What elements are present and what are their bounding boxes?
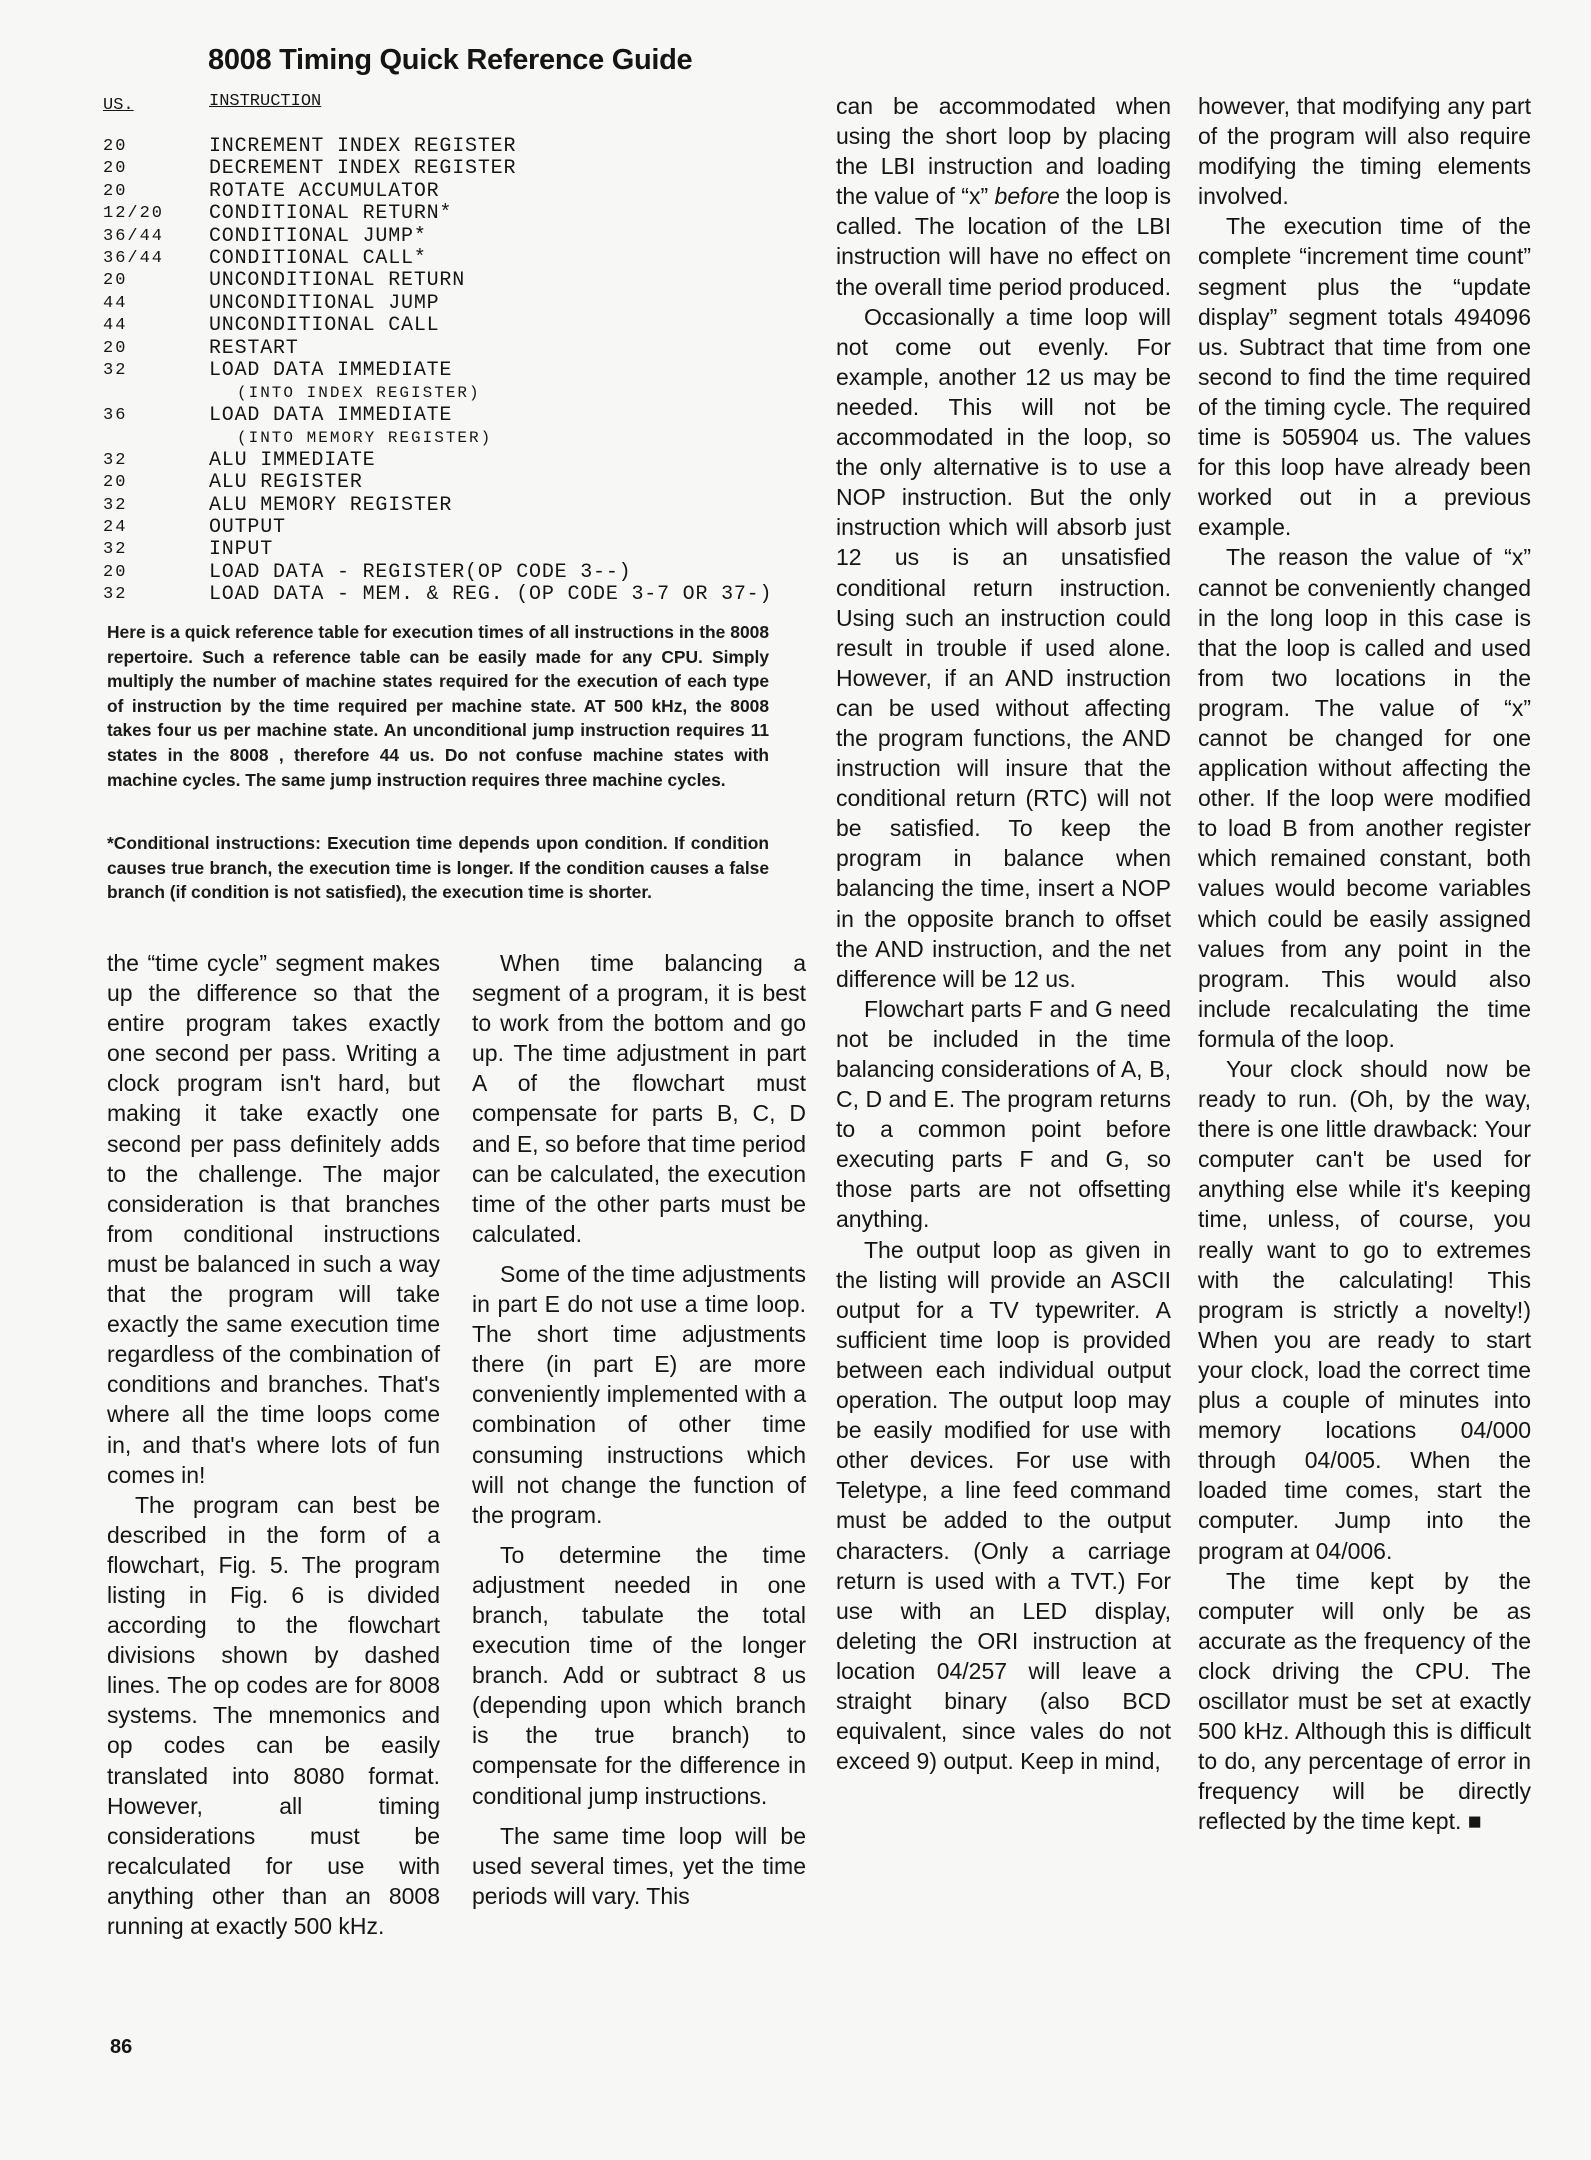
instruction-name: CONDITIONAL RETURN* (209, 202, 453, 226)
body-column-3 (836, 91, 1171, 1776)
time-us: 32 (103, 585, 128, 605)
instruction-name: OUTPUT (209, 515, 286, 539)
table-row (103, 562, 772, 584)
time-us: 20 (103, 271, 128, 291)
column-header-us: US. (103, 96, 134, 115)
table-row (103, 293, 772, 315)
timing-table (103, 136, 772, 607)
body-column-4 (1198, 91, 1531, 1836)
table-row (103, 405, 772, 427)
time-us: 36 (103, 405, 128, 425)
time-us: 36/44 (103, 226, 165, 246)
paragraph: The reason the value of “x” cannot be conveniently changed in the long loop in this case is that the loop is called and used from two locations in the program. The value of “x” cannot be changed for one application without affecting the other. If the loop were modified to load B from another register which remained constant, both values would become variables which could be easily assigned values from any point in the program. This would also include recalculating the time formula of the loop. (1198, 544, 1531, 1052)
instruction-name: ALU REGISTER (209, 471, 363, 495)
text: the loop is called. The location of the LBI instruction will have no effect on the overall time period produced. (836, 183, 1171, 300)
table-row (103, 248, 772, 270)
paragraph: Some of the time adjustments in part E do not use a time loop. The short time adjustments there (in part E) are more conveniently implemented with a combination of other time consuming instructions which will not change the function of the program. (472, 1260, 806, 1528)
time-us: 12/20 (103, 204, 165, 224)
time-us: 32 (103, 540, 128, 560)
table-row (103, 203, 772, 225)
instruction-name: ALU MEMORY REGISTER (209, 493, 453, 517)
instruction-name: INCREMENT INDEX REGISTER (209, 135, 517, 158)
time-us: 20 (103, 562, 128, 582)
time-us: 32 (103, 361, 128, 381)
table-row (103, 517, 772, 539)
time-us: 20 (103, 181, 128, 201)
instruction-name: CONDITIONAL CALL* (209, 247, 427, 271)
time-us: 20 (103, 159, 128, 179)
paragraph: The output loop as given in the listing will provide an ASCII output for a TV typewriter. A sufficient time loop is provided between each individual output operation. The output loop may be easily modified for use with other devices. For use with Teletype, a line feed command must be added to the output characters. (Only a carriage return is used with a TVT.) For use with an LED display, deleting the ORI instruction at location 04/257 will leave a straight binary (also BCD equivalent, since vales do not exceed 9) output. Keep in mind, (836, 1236, 1171, 1775)
instruction-name: CONDITIONAL JUMP* (209, 224, 427, 248)
instruction-note: (INTO MEMORY REGISTER) (237, 429, 493, 448)
instruction-name: ROTATE ACCUMULATOR (209, 179, 440, 203)
time-us: 24 (103, 517, 128, 537)
table-row (103, 181, 772, 203)
instruction-name: LOAD DATA - REGISTER(OP CODE 3--) (209, 560, 632, 584)
time-us: 20 (103, 137, 128, 156)
paragraph: however, that modifying any part of the program will also require modifying the timing elements involved. (1198, 93, 1531, 210)
paragraph: Flowchart parts F and G need not be included in the time balancing considerations of A, B, C, D and E. The program returns to a common point before executing parts F and G, so those parts are not offsetting anything. (836, 995, 1171, 1233)
table-footnote: *Conditional instructions: Execution time depends upon condition. If condition causes true branch, the execution time is longer. If the condition causes a false branch (if condition is not satisfied), the execution time is shorter. (107, 833, 769, 903)
table-row (103, 338, 772, 360)
time-us: 32 (103, 450, 128, 470)
instruction-note: (INTO INDEX REGISTER) (237, 384, 481, 403)
paragraph: To determine the time adjustment needed in one branch, tabulate the total execution time of the longer branch. Add or subtract 8 us (depending upon which branch is the true branch) to compensate for the difference in conditional jump instructions. (472, 1541, 806, 1809)
time-us: 20 (103, 473, 128, 493)
instruction-name: LOAD DATA - MEM. & REG. (OP CODE 3-7 OR 37-) (209, 583, 773, 607)
table-row (103, 226, 772, 248)
page-title: 8008 Timing Quick Reference Guide (208, 44, 693, 76)
table-row (103, 270, 772, 292)
time-us: 44 (103, 293, 128, 313)
instruction-name: RESTART (209, 336, 299, 360)
text: can be accommodated when using the short loop by placing the LBI instruction and loading the value of “x” (836, 93, 1171, 210)
table-caption: Here is a quick reference table for execution times of all instructions in the 8008 repertoire. Such a reference table can be easily made for any CPU. Simply multiply the number of machine states required for the execution of each type of instruction by the time required per machine state. AT 500 kHz, the 8008 takes four us per machine state. An unconditional jump instruction requires 11 states in the 8008 , therefore 44 us. Do not confuse machine states with machine cycles. The same jump instruction requires three machine cycles. (107, 622, 769, 790)
table-row (103, 360, 772, 382)
time-us: 20 (103, 338, 128, 358)
time-us: 32 (103, 495, 128, 515)
table-row (103, 158, 772, 180)
instruction-name: LOAD DATA IMMEDIATE (209, 403, 453, 427)
instruction-name: UNCONDITIONAL CALL (209, 314, 440, 338)
paragraph (836, 91, 1171, 302)
paragraph: When time balancing a segment of a program, it is best to work from the bottom and go up. The time adjustment in part A of the flowchart must compensate for parts B, C, D and E, so before that time period can be calculated, the execution time of the other parts must be calculated. (472, 950, 806, 1247)
paragraph: Your clock should now be ready to run. (Oh, by the way, there is one little drawback: Your computer can't be used for anything else while it's keeping time, unless, of course, you really want to go to extremes with the calculating! This program is strictly a novelty!) When you are ready to start your clock, load the correct time plus a couple of minutes into memory locations 04/000 through 04/005. When the loaded time comes, start the computer. Jump into the program at 04/006. (1198, 1056, 1531, 1564)
paragraph: The time kept by the computer will only be as accurate as the frequency of the clock driving the CPU. The oscillator must be set at exactly 500 kHz. Although this is difficult to do, any percentage of error in frequency will be directly reflected by the time kept. ■ (1198, 1567, 1531, 1835)
table-row (103, 450, 772, 472)
paragraph: The execution time of the complete “increment time count” segment plus the “update display” segment totals 494096 us. Subtract that time from one second to find the time required of the timing cycle. The required time is 505904 us. The values for this loop have already been worked out in a previous example. (1198, 213, 1531, 541)
time-us: 44 (103, 316, 128, 336)
instruction-name: LOAD DATA IMMEDIATE (209, 359, 453, 383)
body-column-2 (472, 948, 806, 1921)
instruction-name: UNCONDITIONAL RETURN (209, 269, 466, 293)
instruction-name: INPUT (209, 538, 274, 562)
italic-text: before (994, 183, 1060, 210)
body-column-1 (107, 948, 440, 1941)
table-row (103, 539, 772, 561)
time-us: 36/44 (103, 249, 165, 269)
instruction-name: UNCONDITIONAL JUMP (209, 291, 440, 315)
page-number: 86 (110, 2036, 133, 2058)
paragraph: The same time loop will be used several times, yet the time periods will vary. This (472, 1822, 806, 1909)
table-row (103, 584, 772, 606)
instruction-name: ALU IMMEDIATE (209, 448, 376, 472)
paragraph: The program can best be described in the form of a flowchart, Fig. 5. The program listing in Fig. 6 is divided according to the flowchart divisions shown by dashed lines. The op codes are for 8008 systems. The mnemonics and op codes can be easily translated into 8080 format. However, all timing considerations must be recalculated for use with anything other than an 8008 running at exactly 500 kHz. (107, 1491, 440, 1939)
column-header-instruction: INSTRUCTION (209, 92, 322, 111)
table-row (103, 472, 772, 494)
table-row (103, 495, 772, 517)
table-row (103, 315, 772, 337)
paragraph: the “time cycle” segment makes up the difference so that the entire program takes exactly one second per pass. Writing a clock program isn't hard, but making it take exactly one second per pass definitely adds to the challenge. The major consideration is that branches from conditional instructions must be balanced in such a way that the program will take exactly the same execution time regardless of the combination of conditions and branches. That's where all the time loops come in, and that's where lots of fun comes in! (107, 950, 440, 1488)
paragraph: Occasionally a time loop will not come out evenly. For example, another 12 us may be needed. This will not be accommodated in the loop, so the only alternative is to use a NOP instruction. But the only instruction which will absorb just 12 us is an unsatisfied conditional return instruction. Using such an instruction could result in trouble if used alone. However, if an AND instruction can be used without affecting the program functions, the AND instruction will insure that the conditional return (RTC) will not be satisfied. To keep the program in balance when balancing the time, insert a NOP in the opposite branch to offset the AND instruction, and the net difference will be 12 us. (836, 303, 1171, 992)
instruction-name: DECREMENT INDEX REGISTER (209, 157, 517, 181)
table-row (103, 136, 772, 158)
